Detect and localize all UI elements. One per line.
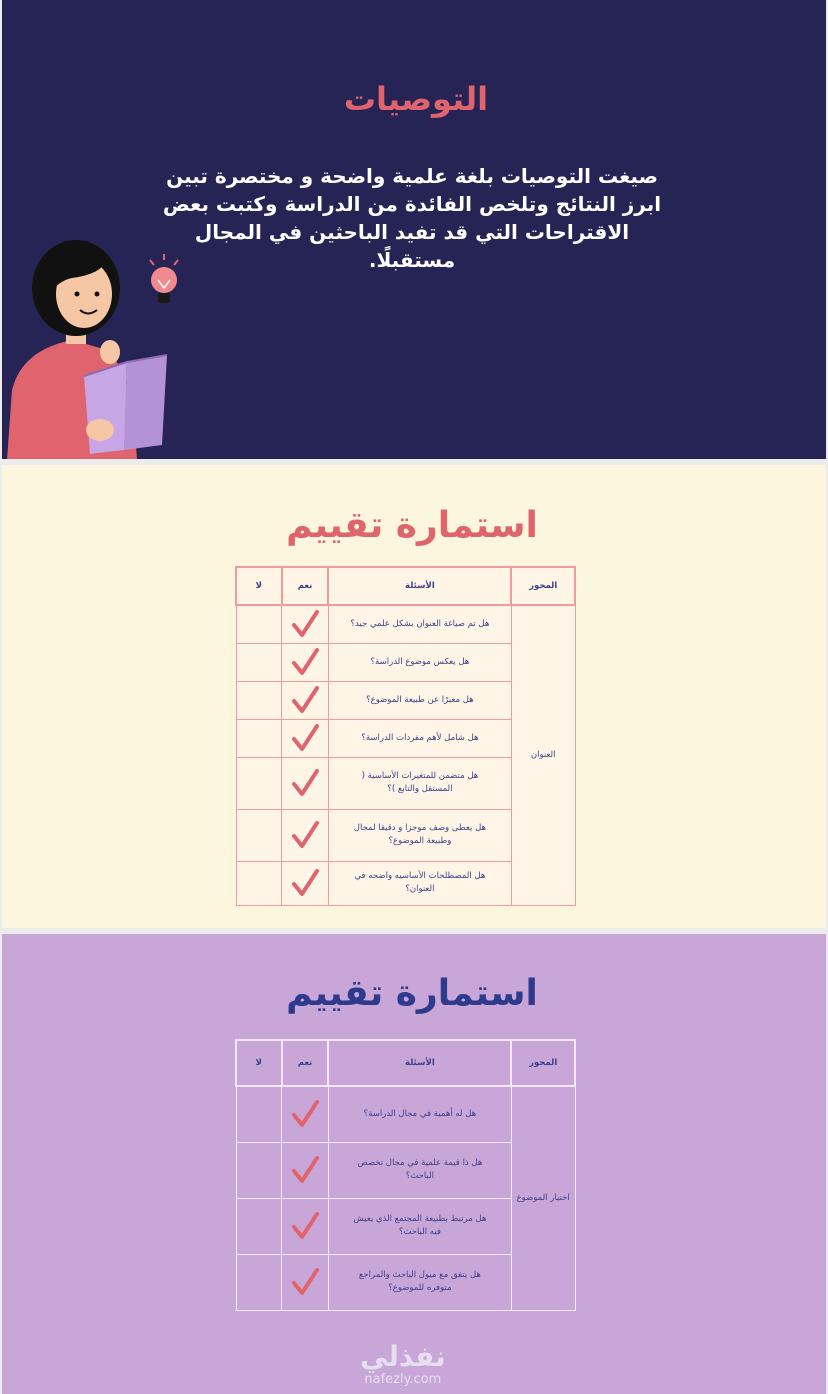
header-questions: الأسئلة xyxy=(328,1040,511,1086)
question-cell: هل له أهمية في مجال الدراسة؟ xyxy=(328,1086,511,1142)
checkmark-icon xyxy=(290,723,320,753)
evaluation-form-title-1: استمارة تقييم xyxy=(286,505,538,546)
checkmark-icon xyxy=(290,647,320,677)
question-cell: هل ذا قيمة علمية في مجال تخصص الباحث؟ xyxy=(328,1142,511,1198)
yes-cell xyxy=(282,605,329,643)
yes-cell xyxy=(282,643,329,681)
no-cell xyxy=(236,1198,282,1254)
header-yes: نعم xyxy=(282,1040,329,1086)
axis-cell: اختيار الموضوع xyxy=(511,1086,575,1310)
checkmark-icon xyxy=(290,1267,320,1297)
checkmark-icon xyxy=(290,1099,320,1129)
no-cell xyxy=(236,861,282,905)
question-cell: هل المصطلحات الأساسيه واضحه في العنوان؟ xyxy=(328,861,511,905)
checkmark-icon xyxy=(290,768,320,798)
recommendations-body: صيغت التوصيات بلغة علمية واضحة و مختصرة تبين ابرز النتائج وتلخص الفائدة من الدراسة وكتبت بعض الاقتراحات التي قد تفيد الباحثين في المجال مستقبلًا. xyxy=(162,164,662,272)
question-cell: هل شامل لأهم مفردات الدراسة؟ xyxy=(328,719,511,757)
yes-cell xyxy=(282,861,329,905)
checkmark-icon xyxy=(290,868,320,898)
yes-cell xyxy=(282,1086,329,1142)
checkmark-icon xyxy=(290,1211,320,1241)
no-cell xyxy=(236,809,282,861)
yes-cell xyxy=(282,1142,329,1198)
question-cell: هل متضمن للمتغيرات الأساسية ( المستقل والتابع )؟ xyxy=(328,757,511,809)
axis-cell: العنوان xyxy=(511,605,575,905)
no-cell xyxy=(236,757,282,809)
evaluation-table-title xyxy=(235,566,576,906)
watermark-brand: نفذلي xyxy=(360,1340,446,1373)
question-cell: هل يعطى وصف موجزا و دقيقا لمجال وطبيعة الموضوع؟ xyxy=(328,809,511,861)
header-no: لا xyxy=(236,1040,282,1086)
header-yes: نعم xyxy=(282,567,329,605)
header-axis: المحور xyxy=(511,1040,575,1086)
no-cell xyxy=(236,605,282,643)
question-cell: هل يتفق مع ميول الباحث والمراجع متوفره للموضوع؟ xyxy=(328,1254,511,1310)
checkmark-icon xyxy=(290,820,320,850)
checkmark-icon xyxy=(290,609,320,639)
header-no: لا xyxy=(236,567,282,605)
question-cell: هل مرتبط بطبيعة المجتمع الذي يعيش فيه الباحث؟ xyxy=(328,1198,511,1254)
no-cell xyxy=(236,1254,282,1310)
recommendations-slide xyxy=(2,0,826,459)
recommendations-title: التوصيات xyxy=(343,80,489,118)
question-cell: هل تم صياغة العنوان بشكل علمي جيد؟ xyxy=(328,605,511,643)
no-cell xyxy=(236,1142,282,1198)
checkmark-icon xyxy=(290,1155,320,1185)
yes-cell xyxy=(282,1198,329,1254)
no-cell xyxy=(236,643,282,681)
question-cell: هل معبرًا عن طبيعة الموضوع؟ xyxy=(328,681,511,719)
table-row xyxy=(236,1086,575,1142)
question-cell: هل يعكس موضوع الدراسة؟ xyxy=(328,643,511,681)
yes-cell xyxy=(282,719,329,757)
checkmark-icon xyxy=(290,685,320,715)
evaluation-table-topic xyxy=(235,1039,576,1311)
yes-cell xyxy=(282,757,329,809)
no-cell xyxy=(236,719,282,757)
yes-cell xyxy=(282,809,329,861)
no-cell xyxy=(236,1086,282,1142)
table-row xyxy=(236,605,575,643)
no-cell xyxy=(236,681,282,719)
yes-cell xyxy=(282,1254,329,1310)
yes-cell xyxy=(282,681,329,719)
evaluation-form-title-2: استمارة تقييم xyxy=(286,973,538,1014)
watermark xyxy=(360,1342,446,1387)
header-axis: المحور xyxy=(511,567,575,605)
watermark-url: nafezly.com xyxy=(364,1372,442,1387)
header-questions: الأسئلة xyxy=(328,567,511,605)
